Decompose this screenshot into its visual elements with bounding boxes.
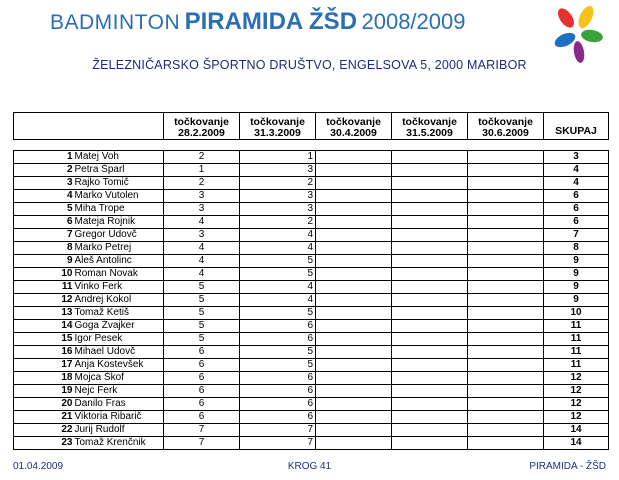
round-1-points: 5 bbox=[164, 294, 240, 307]
total-points: 6 bbox=[544, 203, 609, 216]
total-points: 12 bbox=[544, 411, 609, 424]
rank-cell: 4 bbox=[14, 190, 74, 203]
player-name: Miha Trope bbox=[74, 203, 164, 216]
round-2-points: 2 bbox=[240, 177, 316, 190]
player-name: Tomaž Ketiš bbox=[74, 307, 164, 320]
round-2-points: 7 bbox=[240, 424, 316, 437]
round-1-points: 6 bbox=[164, 346, 240, 359]
player-name: Aleš Antolinc bbox=[74, 255, 164, 268]
round-date: 30.4.2009 bbox=[330, 127, 377, 139]
rank-cell: 8 bbox=[14, 242, 74, 255]
round-4-points bbox=[392, 411, 468, 424]
round-3-points bbox=[316, 255, 392, 268]
total-points: 14 bbox=[544, 424, 609, 437]
total-points: 11 bbox=[544, 333, 609, 346]
round-3-header bbox=[316, 113, 392, 140]
round-5-points bbox=[468, 216, 544, 229]
total-points: 3 bbox=[544, 151, 609, 164]
rank-cell: 23 bbox=[14, 437, 74, 450]
round-1-points: 5 bbox=[164, 307, 240, 320]
total-points: 14 bbox=[544, 437, 609, 450]
rank-cell: 20 bbox=[14, 398, 74, 411]
round-4-points bbox=[392, 177, 468, 190]
round-1-points: 6 bbox=[164, 359, 240, 372]
round-3-points bbox=[316, 177, 392, 190]
round-4-points bbox=[392, 268, 468, 281]
round-1-points: 3 bbox=[164, 229, 240, 242]
round-4-points bbox=[392, 437, 468, 450]
rank-cell: 5 bbox=[14, 203, 74, 216]
total-points: 4 bbox=[544, 177, 609, 190]
table-row bbox=[14, 281, 609, 294]
round-4-points bbox=[392, 203, 468, 216]
player-name: Rajko Tomič bbox=[74, 177, 164, 190]
round-3-points bbox=[316, 294, 392, 307]
round-1-points: 6 bbox=[164, 411, 240, 424]
table-row bbox=[14, 164, 609, 177]
table-row bbox=[14, 307, 609, 320]
round-3-points bbox=[316, 203, 392, 216]
round-4-points bbox=[392, 424, 468, 437]
total-points: 10 bbox=[544, 307, 609, 320]
club-logo-icon bbox=[552, 4, 604, 64]
round-5-points bbox=[468, 177, 544, 190]
total-points: 11 bbox=[544, 346, 609, 359]
rank-cell: 7 bbox=[14, 229, 74, 242]
player-name: Nejc Ferk bbox=[74, 385, 164, 398]
round-2-points: 5 bbox=[240, 359, 316, 372]
title-pyramid: PIRAMIDA ŽŠD bbox=[184, 8, 358, 35]
round-label: točkovanje bbox=[402, 116, 457, 128]
player-name: Roman Novak bbox=[74, 268, 164, 281]
round-1-points: 7 bbox=[164, 437, 240, 450]
round-2-points: 6 bbox=[240, 320, 316, 333]
round-label: točkovanje bbox=[174, 116, 229, 128]
rank-cell: 17 bbox=[14, 359, 74, 372]
standings-rows bbox=[14, 151, 609, 450]
round-3-points bbox=[316, 190, 392, 203]
round-5-points bbox=[468, 255, 544, 268]
title-season: 2008/2009 bbox=[361, 9, 466, 34]
round-2-header bbox=[240, 113, 316, 140]
total-points: 11 bbox=[544, 359, 609, 372]
round-4-points bbox=[392, 385, 468, 398]
rank-cell: 12 bbox=[14, 294, 74, 307]
round-5-points bbox=[468, 307, 544, 320]
player-name: Gregor Udovč bbox=[74, 229, 164, 242]
player-name: Anja Kostevšek bbox=[74, 359, 164, 372]
round-2-points: 6 bbox=[240, 385, 316, 398]
round-2-points: 2 bbox=[240, 216, 316, 229]
round-3-points bbox=[316, 333, 392, 346]
rank-cell: 14 bbox=[14, 320, 74, 333]
round-3-points bbox=[316, 372, 392, 385]
rank-cell: 21 bbox=[14, 411, 74, 424]
round-3-points bbox=[316, 229, 392, 242]
header-blank-cell bbox=[14, 113, 164, 140]
rank-cell: 3 bbox=[14, 177, 74, 190]
round-label: točkovanje bbox=[326, 116, 381, 128]
round-5-points bbox=[468, 333, 544, 346]
footer-date: 01.04.2009 bbox=[13, 461, 64, 472]
total-points: 12 bbox=[544, 372, 609, 385]
round-2-points: 3 bbox=[240, 190, 316, 203]
round-date: 28.2.2009 bbox=[178, 127, 225, 139]
round-5-points bbox=[468, 281, 544, 294]
round-3-points bbox=[316, 151, 392, 164]
round-2-points: 6 bbox=[240, 372, 316, 385]
round-1-points: 2 bbox=[164, 177, 240, 190]
round-4-points bbox=[392, 229, 468, 242]
player-name: Mateja Rojnik bbox=[74, 216, 164, 229]
round-5-points bbox=[468, 359, 544, 372]
round-1-points: 6 bbox=[164, 398, 240, 411]
table-row bbox=[14, 151, 609, 164]
round-1-header bbox=[164, 113, 240, 140]
round-4-points bbox=[392, 359, 468, 372]
round-date: 31.5.2009 bbox=[406, 127, 453, 139]
rank-cell: 16 bbox=[14, 346, 74, 359]
round-5-points bbox=[468, 372, 544, 385]
round-1-points: 7 bbox=[164, 424, 240, 437]
table-row bbox=[14, 203, 609, 216]
round-5-points bbox=[468, 190, 544, 203]
round-1-points: 1 bbox=[164, 164, 240, 177]
round-2-points: 6 bbox=[240, 333, 316, 346]
total-points: 7 bbox=[544, 229, 609, 242]
table-row bbox=[14, 333, 609, 346]
round-1-points: 3 bbox=[164, 203, 240, 216]
round-1-points: 6 bbox=[164, 385, 240, 398]
round-1-points: 5 bbox=[164, 281, 240, 294]
total-points: 4 bbox=[544, 164, 609, 177]
player-name: Mojca Škof bbox=[74, 372, 164, 385]
round-5-points bbox=[468, 385, 544, 398]
round-4-points bbox=[392, 333, 468, 346]
logo-petal-green bbox=[580, 28, 604, 44]
player-name: Marko Petrej bbox=[74, 242, 164, 255]
round-3-points bbox=[316, 307, 392, 320]
round-3-points bbox=[316, 359, 392, 372]
rank-cell: 18 bbox=[14, 372, 74, 385]
rank-cell: 13 bbox=[14, 307, 74, 320]
round-2-points: 7 bbox=[240, 437, 316, 450]
round-3-points bbox=[316, 424, 392, 437]
player-name: Viktoria Ribarič bbox=[74, 411, 164, 424]
round-2-points: 4 bbox=[240, 242, 316, 255]
round-5-points bbox=[468, 164, 544, 177]
round-5-points bbox=[468, 424, 544, 437]
club-address: ŽELEZNIČARSKO ŠPORTNO DRUŠTVO, ENGELSOVA 5, 2000 MARIBOR bbox=[92, 58, 527, 72]
player-name: Marko Vutolen bbox=[74, 190, 164, 203]
player-name: Igor Pesek bbox=[74, 333, 164, 346]
table-row bbox=[14, 437, 609, 450]
round-2-points: 5 bbox=[240, 307, 316, 320]
round-label: točkovanje bbox=[250, 116, 305, 128]
round-4-points bbox=[392, 255, 468, 268]
total-points: 8 bbox=[544, 242, 609, 255]
table-row bbox=[14, 268, 609, 281]
round-1-points: 4 bbox=[164, 255, 240, 268]
footer-label: PIRAMIDA - ŽŠD bbox=[529, 461, 606, 472]
round-4-header bbox=[392, 113, 468, 140]
round-2-points: 5 bbox=[240, 268, 316, 281]
table-row bbox=[14, 372, 609, 385]
page-title bbox=[50, 6, 465, 38]
round-4-points bbox=[392, 372, 468, 385]
round-2-points: 4 bbox=[240, 294, 316, 307]
round-1-points: 6 bbox=[164, 372, 240, 385]
player-name: Goga Žvajker bbox=[74, 320, 164, 333]
round-5-points bbox=[468, 320, 544, 333]
round-3-points bbox=[316, 281, 392, 294]
round-3-points bbox=[316, 411, 392, 424]
round-2-points: 6 bbox=[240, 411, 316, 424]
logo-petal-yellow bbox=[575, 4, 596, 30]
player-name: Matej Voh bbox=[74, 151, 164, 164]
rank-cell: 9 bbox=[14, 255, 74, 268]
round-3-points bbox=[316, 268, 392, 281]
table-row bbox=[14, 242, 609, 255]
table-row bbox=[14, 177, 609, 190]
round-3-points bbox=[316, 398, 392, 411]
round-date: 31.3.2009 bbox=[254, 127, 301, 139]
round-1-points: 4 bbox=[164, 216, 240, 229]
round-1-points: 3 bbox=[164, 190, 240, 203]
table-row bbox=[14, 294, 609, 307]
player-name: Vinko Ferk bbox=[74, 281, 164, 294]
round-date: 30.6.2009 bbox=[482, 127, 529, 139]
player-name: Andrej Kokol bbox=[74, 294, 164, 307]
rank-cell: 1 bbox=[14, 151, 74, 164]
total-points: 11 bbox=[544, 320, 609, 333]
logo-petal-red bbox=[555, 6, 577, 31]
round-5-header bbox=[468, 113, 544, 140]
round-2-points: 6 bbox=[240, 398, 316, 411]
round-2-points: 4 bbox=[240, 229, 316, 242]
round-4-points bbox=[392, 320, 468, 333]
round-4-points bbox=[392, 346, 468, 359]
logo-petal-blue bbox=[552, 30, 577, 50]
round-4-points bbox=[392, 281, 468, 294]
total-points: 12 bbox=[544, 398, 609, 411]
round-2-points: 4 bbox=[240, 281, 316, 294]
round-5-points bbox=[468, 398, 544, 411]
total-points: 9 bbox=[544, 255, 609, 268]
rank-cell: 10 bbox=[14, 268, 74, 281]
round-3-points bbox=[316, 320, 392, 333]
rank-cell: 15 bbox=[14, 333, 74, 346]
round-5-points bbox=[468, 346, 544, 359]
round-5-points bbox=[468, 203, 544, 216]
total-points: 6 bbox=[544, 190, 609, 203]
round-4-points bbox=[392, 190, 468, 203]
round-3-points bbox=[316, 164, 392, 177]
table-row bbox=[14, 359, 609, 372]
rank-cell: 19 bbox=[14, 385, 74, 398]
round-3-points bbox=[316, 346, 392, 359]
table-row bbox=[14, 346, 609, 359]
table-row bbox=[14, 424, 609, 437]
round-5-points bbox=[468, 437, 544, 450]
round-5-points bbox=[468, 294, 544, 307]
round-5-points bbox=[468, 151, 544, 164]
total-points: 9 bbox=[544, 268, 609, 281]
table-row bbox=[14, 398, 609, 411]
round-2-points: 5 bbox=[240, 346, 316, 359]
table-row bbox=[14, 216, 609, 229]
round-4-points bbox=[392, 307, 468, 320]
table-row bbox=[14, 255, 609, 268]
round-4-points bbox=[392, 216, 468, 229]
round-3-points bbox=[316, 437, 392, 450]
player-name: Tomaž Krenčnik bbox=[74, 437, 164, 450]
player-name: Mihael Udovč bbox=[74, 346, 164, 359]
round-5-points bbox=[468, 411, 544, 424]
table-row bbox=[14, 190, 609, 203]
round-2-points: 1 bbox=[240, 151, 316, 164]
round-4-points bbox=[392, 164, 468, 177]
rank-cell: 22 bbox=[14, 424, 74, 437]
table-row bbox=[14, 411, 609, 424]
total-points: 12 bbox=[544, 385, 609, 398]
title-sport: BADMINTON bbox=[50, 11, 181, 34]
round-3-points bbox=[316, 242, 392, 255]
round-2-points: 3 bbox=[240, 164, 316, 177]
round-4-points bbox=[392, 151, 468, 164]
round-1-points: 4 bbox=[164, 268, 240, 281]
round-4-points bbox=[392, 398, 468, 411]
round-1-points: 4 bbox=[164, 242, 240, 255]
table-row bbox=[14, 385, 609, 398]
round-1-points: 5 bbox=[164, 333, 240, 346]
rank-cell: 11 bbox=[14, 281, 74, 294]
round-1-points: 2 bbox=[164, 151, 240, 164]
table-row bbox=[14, 229, 609, 242]
total-header: SKUPAJ bbox=[544, 113, 609, 140]
round-4-points bbox=[392, 294, 468, 307]
round-2-points: 5 bbox=[240, 255, 316, 268]
total-points: 9 bbox=[544, 294, 609, 307]
round-5-points bbox=[468, 242, 544, 255]
table-row bbox=[14, 320, 609, 333]
round-2-points: 3 bbox=[240, 203, 316, 216]
round-header-table bbox=[13, 112, 609, 140]
round-5-points bbox=[468, 268, 544, 281]
round-label: točkovanje bbox=[478, 116, 533, 128]
round-3-points bbox=[316, 385, 392, 398]
round-5-points bbox=[468, 229, 544, 242]
standings-table bbox=[13, 150, 609, 450]
player-name: Jurij Rudolf bbox=[74, 424, 164, 437]
round-4-points bbox=[392, 242, 468, 255]
round-3-points bbox=[316, 216, 392, 229]
round-1-points: 5 bbox=[164, 320, 240, 333]
rank-cell: 2 bbox=[14, 164, 74, 177]
rank-cell: 6 bbox=[14, 216, 74, 229]
player-name: Petra Šparl bbox=[74, 164, 164, 177]
total-points: 6 bbox=[544, 216, 609, 229]
total-points: 9 bbox=[544, 281, 609, 294]
player-name: Danilo Fras bbox=[74, 398, 164, 411]
footer-round: KROG 41 bbox=[287, 461, 332, 472]
